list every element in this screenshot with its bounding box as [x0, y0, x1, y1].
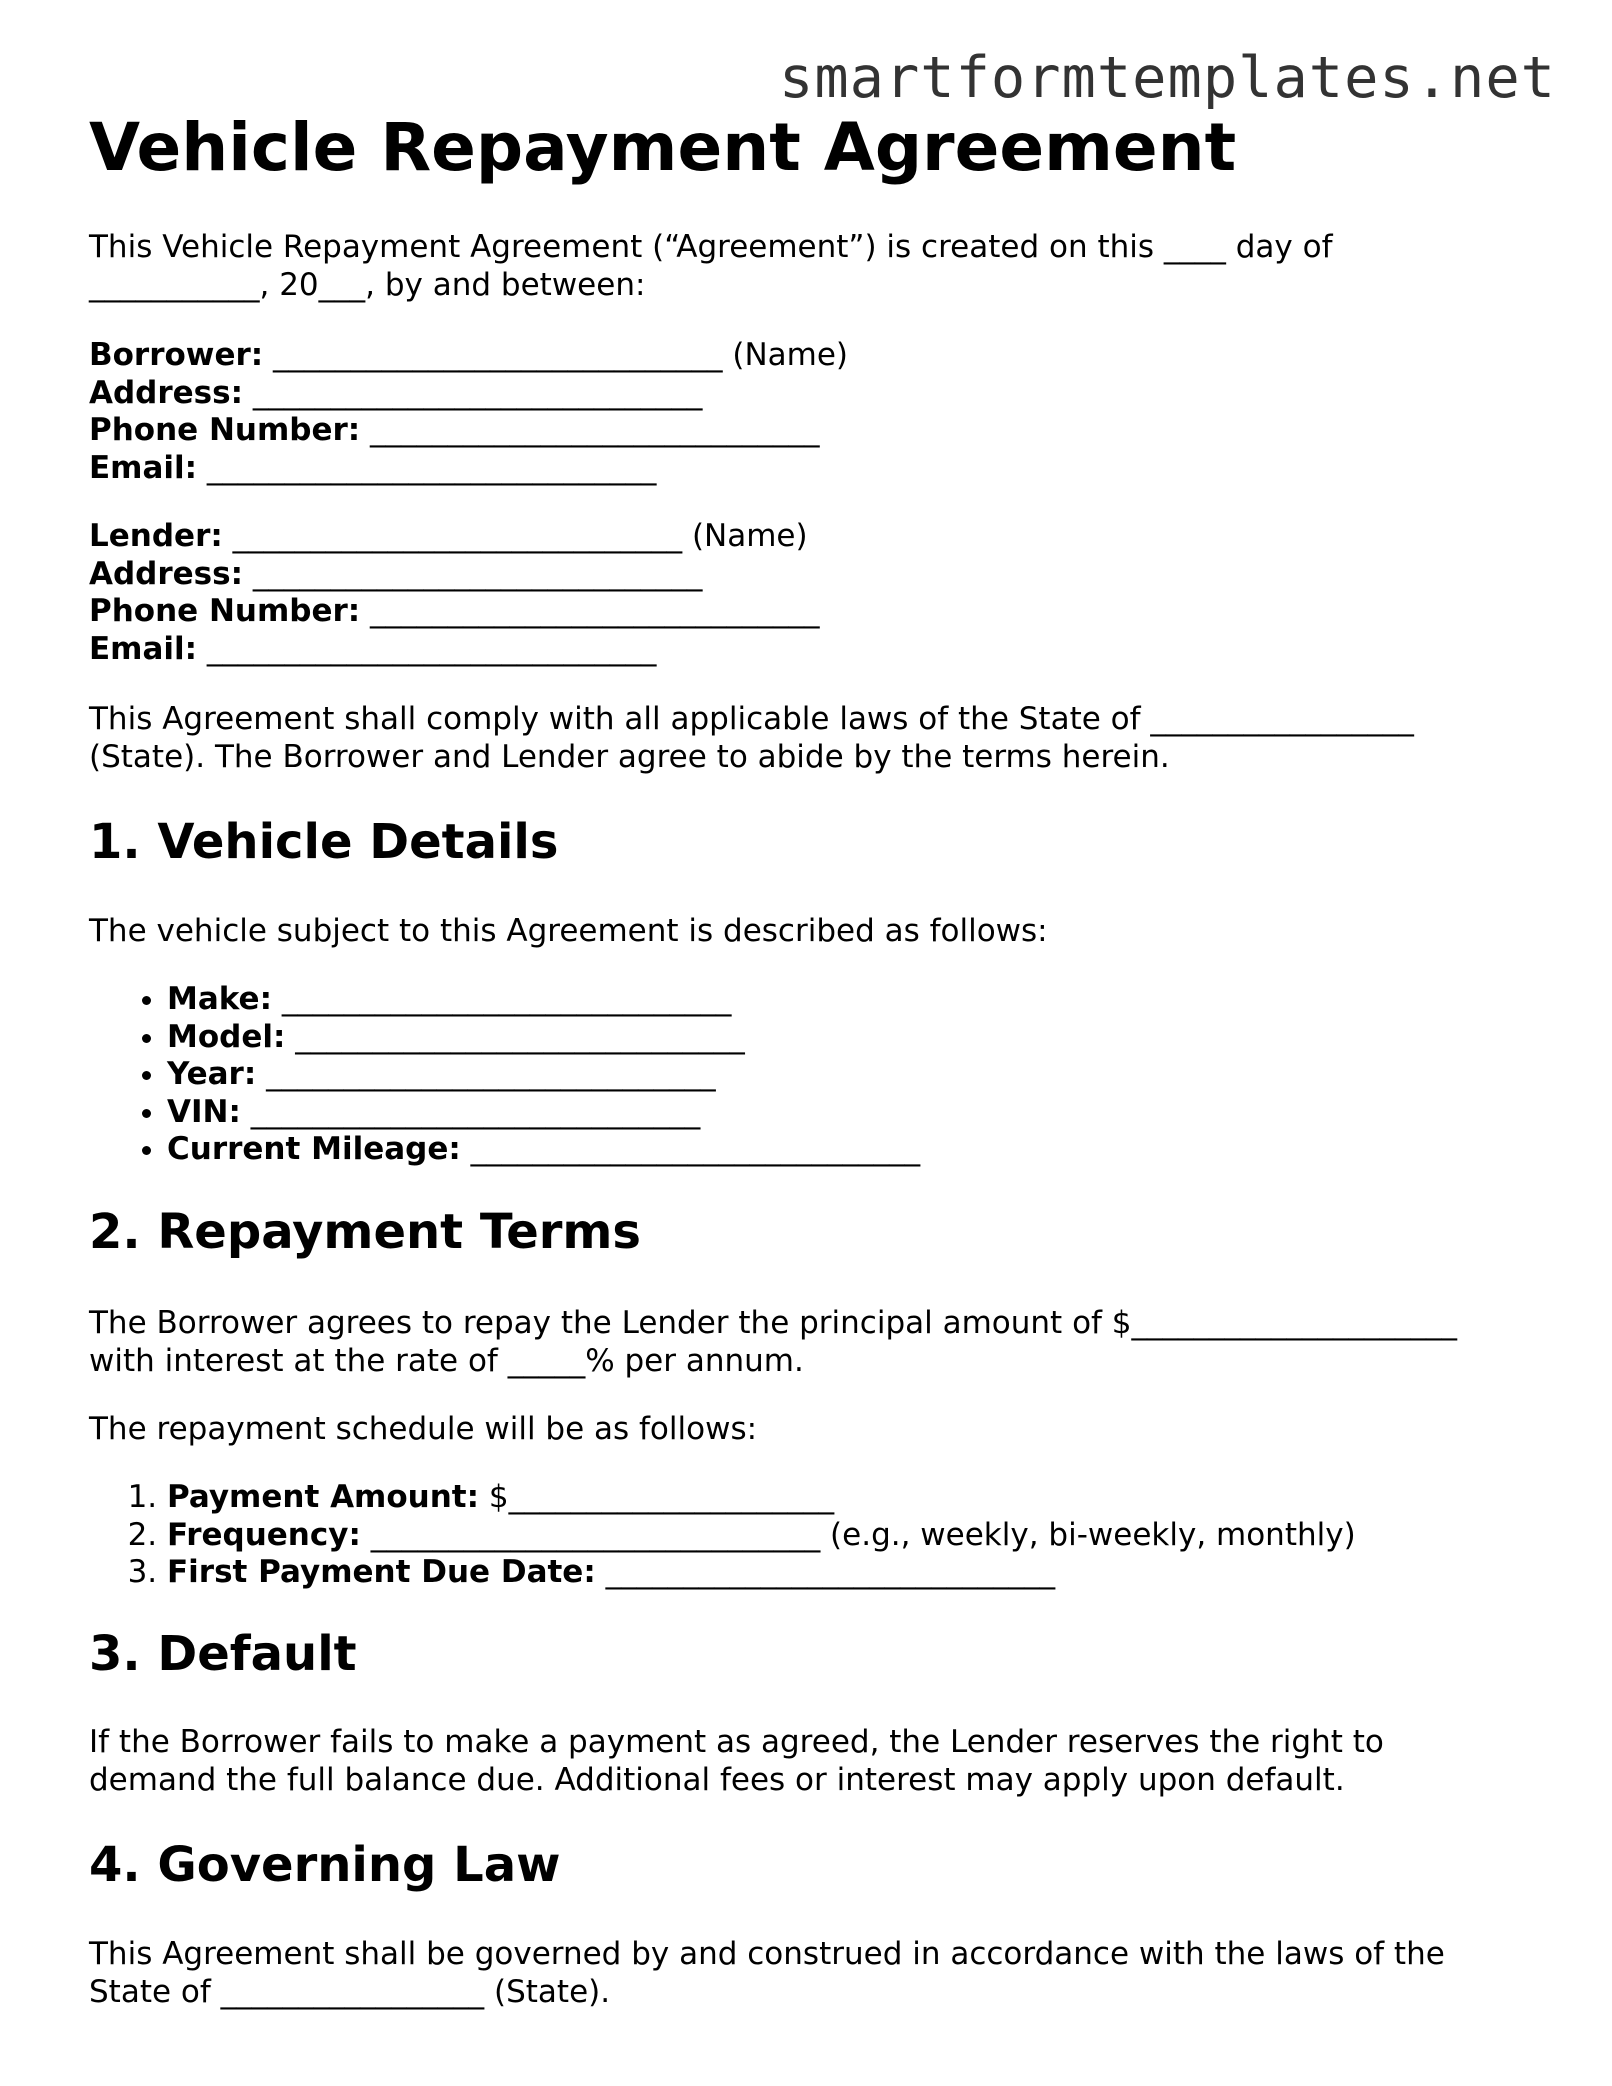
vehicle-year-label: Year: [167, 1056, 257, 1092]
section-4-line-2: State of _________________ (State). [89, 1973, 611, 2010]
borrower-block [89, 337, 1549, 487]
borrower-name-field[interactable]: _____________________________ (Name) [263, 337, 849, 373]
section-2-heading: 2. Repayment Terms [89, 1204, 641, 1260]
payment-amount-item [167, 1479, 1549, 1517]
payment-amount-label: Payment Amount: [167, 1479, 480, 1515]
vehicle-model-label: Model: [167, 1018, 286, 1055]
payment-amount-field[interactable]: $_____________________ [479, 1479, 835, 1515]
watermark: smartformtemplates.net [779, 45, 1556, 111]
frequency-label: Frequency: [167, 1516, 361, 1553]
intro-line-2: ___________, 20___, by and between: [89, 266, 646, 303]
section-4-heading: 4. Governing Law [89, 1837, 561, 1893]
vehicle-vin-label: VIN: [167, 1093, 241, 1130]
vehicle-year-field[interactable]: _____________________________ [256, 1056, 716, 1092]
lender-address-row [89, 556, 1549, 594]
borrower-address-field[interactable]: _____________________________ [243, 374, 703, 411]
section-1-intro [89, 913, 1549, 951]
frequency-field[interactable]: _____________________________ (e.g., weekly, bi-weekly, monthly) [360, 1516, 1356, 1553]
repayment-schedule-list [89, 1479, 1549, 1592]
section-3-paragraph [89, 1724, 1549, 1799]
vehicle-vin-item [167, 1094, 1549, 1132]
lender-phone-label: Phone Number: [89, 593, 361, 629]
section-4-paragraph [89, 1936, 1549, 2011]
compliance-line-1: This Agreement shall comply with all applicable laws of the State of _________________ [89, 701, 1414, 737]
lender-email-row [89, 631, 1549, 669]
section-3-line-1: If the Borrower fails to make a payment as agreed, the Lender reserves the right to [89, 1724, 1384, 1760]
vehicle-vin-field[interactable]: _____________________________ [240, 1093, 701, 1130]
intro-line-1: This Vehicle Repayment Agreement (“Agreement”) is created on this ____ day of [89, 229, 1333, 265]
first-payment-date-item [167, 1554, 1549, 1592]
section-4-line-1: This Agreement shall be governed by and construed in accordance with the laws of the [89, 1936, 1445, 1972]
vehicle-year-item [167, 1056, 1549, 1094]
borrower-email-field[interactable]: _____________________________ [197, 449, 657, 486]
intro-paragraph [89, 229, 1549, 304]
borrower-address-label: Address: [89, 374, 243, 411]
lender-email-field[interactable]: _____________________________ [197, 630, 657, 667]
vehicle-make-field[interactable]: _____________________________ [271, 981, 732, 1017]
lender-name-label: Lender: [89, 518, 223, 554]
borrower-phone-field[interactable]: _____________________________ [360, 412, 820, 448]
vehicle-mileage-field[interactable]: _____________________________ [460, 1131, 921, 1167]
document-title: Vehicle Repayment Agreement [89, 109, 1237, 186]
borrower-name-row [89, 337, 1549, 375]
lender-name-row [89, 518, 1549, 556]
vehicle-make-label: Make: [167, 981, 272, 1017]
borrower-phone-row [89, 412, 1549, 450]
borrower-email-row [89, 450, 1549, 488]
section-1-intro-text: The vehicle subject to this Agreement is described as follows: [89, 913, 1048, 949]
section-2-line-1: The Borrower agrees to repay the Lender the principal amount of $_____________________ [89, 1305, 1458, 1341]
lender-phone-row [89, 593, 1549, 631]
lender-address-field[interactable]: _____________________________ [243, 555, 703, 592]
section-3-heading: 3. Default [89, 1626, 357, 1682]
first-payment-date-label: First Payment Due Date: [167, 1554, 596, 1590]
frequency-item [167, 1517, 1549, 1555]
borrower-name-label: Borrower: [89, 337, 264, 373]
lender-phone-field[interactable]: _____________________________ [360, 593, 820, 629]
lender-name-field[interactable]: _____________________________ (Name) [222, 518, 808, 554]
vehicle-mileage-label: Current Mileage: [167, 1131, 461, 1167]
schedule-intro-text: The repayment schedule will be as follows: [89, 1411, 758, 1447]
first-payment-date-field[interactable]: _____________________________ [595, 1554, 1056, 1590]
section-2-line-2: with interest at the rate of _____% per annum. [89, 1342, 804, 1379]
section-2-paragraph [89, 1305, 1549, 1380]
lender-address-label: Address: [89, 555, 243, 592]
borrower-email-label: Email: [89, 449, 198, 486]
schedule-intro [89, 1411, 1549, 1449]
vehicle-details-list [89, 981, 1549, 1169]
compliance-line-2: (State). The Borrower and Lender agree to abide by the terms herein. [89, 738, 1170, 775]
vehicle-make-item [167, 981, 1549, 1019]
borrower-address-row [89, 375, 1549, 413]
borrower-phone-label: Phone Number: [89, 412, 361, 448]
vehicle-model-field[interactable]: _____________________________ [285, 1018, 745, 1055]
compliance-paragraph [89, 701, 1549, 776]
section-1-heading: 1. Vehicle Details [89, 814, 559, 870]
vehicle-mileage-item [167, 1131, 1549, 1169]
vehicle-model-item [167, 1019, 1549, 1057]
section-3-line-2: demand the full balance due. Additional fees or interest may apply upon default. [89, 1761, 1345, 1798]
lender-block [89, 518, 1549, 668]
lender-email-label: Email: [89, 630, 198, 667]
